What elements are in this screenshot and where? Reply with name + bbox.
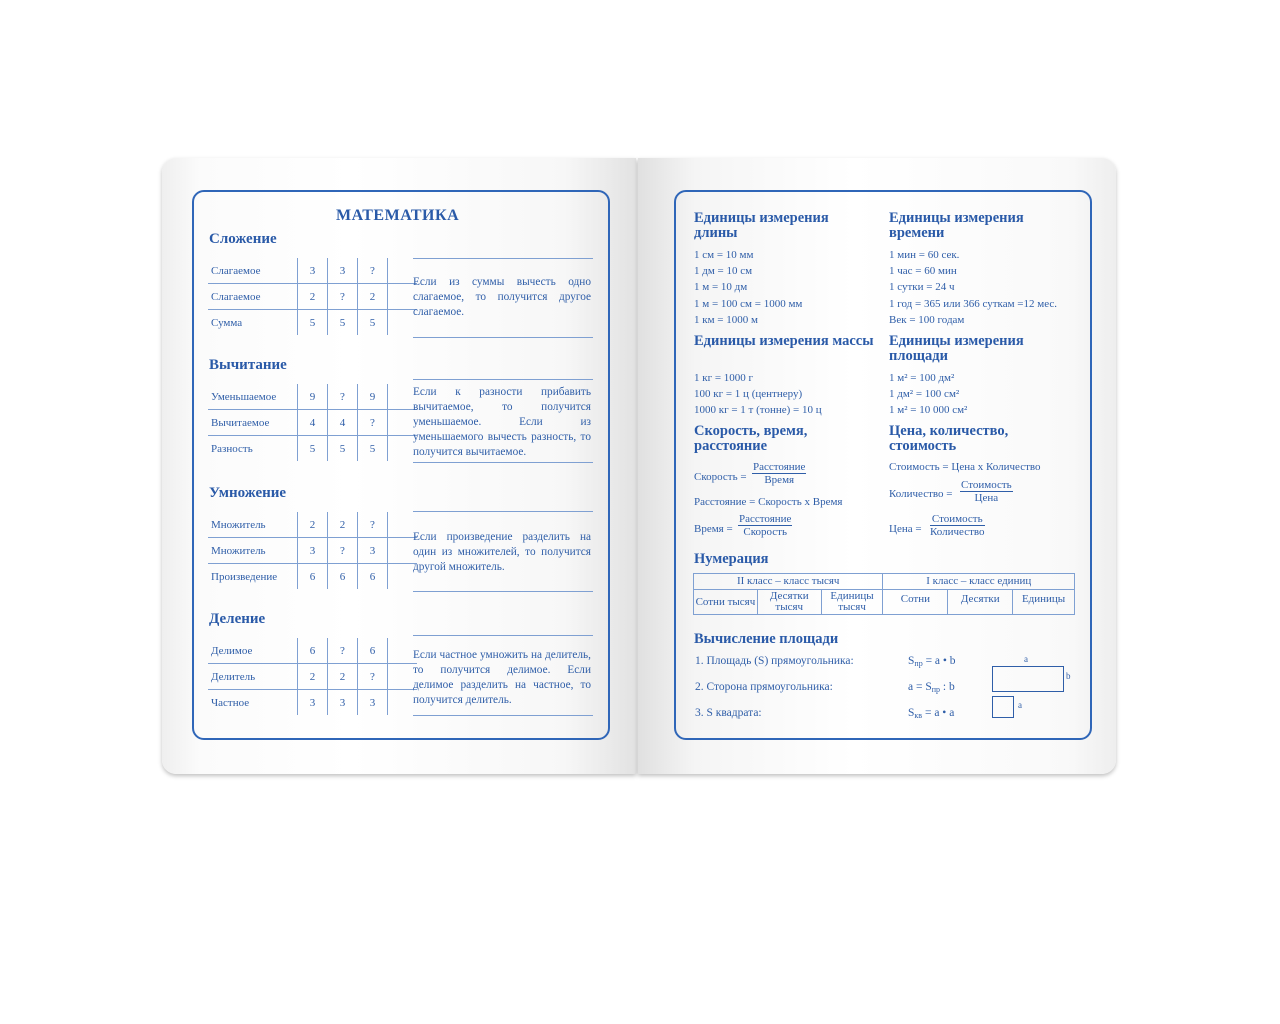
divider [413, 379, 593, 380]
table-row: Делитель 2 2 ? [208, 664, 417, 690]
subtraction-rule: Если к разности прибавить вычитаемое, то получится уменьшаемое. Если из уменьшаемого вычесть разность, то получится вычитаемое. [413, 386, 591, 458]
distance-formula: Расстояние = Скорость х Время [694, 496, 843, 508]
square-diagram [992, 696, 1014, 718]
length-line: 1 дм = 10 см [694, 265, 753, 277]
speed-fraction [752, 461, 806, 486]
divider [413, 258, 593, 259]
area-units-line: 1 дм² = 100 см² [889, 388, 960, 400]
length-line: 1 м = 10 дм [694, 281, 748, 293]
divider [413, 715, 593, 716]
fraction-denominator: Время [764, 474, 795, 486]
right-page [638, 158, 1116, 774]
section-heading-division: Деление [209, 611, 266, 627]
table-row: Множитель 3 ? 3 [208, 538, 417, 564]
table-row: Разность 5 5 5 [208, 436, 417, 462]
table-row: Делимое 6 ? 6 [208, 638, 417, 664]
multiplication-table [208, 512, 417, 589]
numeration-table [693, 573, 1075, 615]
length-line: 1 м = 100 см = 1000 мм [694, 298, 803, 310]
speed-heading: Скорость, время, расстояние [694, 423, 808, 454]
fraction-numerator: Расстояние [739, 513, 792, 525]
time-line: 1 сутки = 24 ч [889, 281, 955, 293]
time-line: 1 мин = 60 сек. [889, 249, 960, 261]
area-units-line: 1 м² = 100 дм² [889, 372, 955, 384]
area-calc-item: 3. S квадрата: [695, 707, 762, 719]
table-row: Частное 3 3 3 [208, 690, 417, 716]
mass-line: 1000 кг = 1 т (тонне) = 10 ц [694, 404, 822, 416]
time-line: 1 год = 365 или 366 суткам =12 мес. [889, 298, 1058, 310]
table-row [694, 574, 1075, 590]
fraction-numerator: Стоимость [931, 513, 983, 525]
divider [413, 462, 593, 463]
price-formula-label: Цена = [889, 523, 922, 535]
left-page [162, 158, 636, 774]
addition-table [208, 258, 417, 335]
area-units-heading: Единицы измерения площади [889, 333, 1024, 364]
mass-heading: Единицы измерения массы [694, 333, 874, 349]
divider [413, 511, 593, 512]
table-row: Произведение 6 6 6 [208, 564, 417, 590]
price-heading: Цена, количество, стоимость [889, 423, 1009, 454]
length-line: 1 см = 10 мм [694, 249, 754, 261]
length-heading: Единицы измерения длины [694, 210, 829, 241]
area-units-line: 1 м² = 10 000 см² [889, 404, 968, 416]
mass-line: 1 кг = 1000 г [694, 372, 754, 384]
fraction-numerator: Расстояние [753, 461, 806, 473]
table-row: Сотни тысяч Десятки тысяч Единицы тысяч Сотни Десятки Единицы [694, 590, 1075, 615]
time-line: Век = 100 годам [889, 314, 965, 326]
class-units: I класс – класс единиц [883, 574, 1075, 590]
area-calc-item: 2. Сторона прямоугольника: [695, 681, 833, 693]
cost-formula: Стоимость = Цена х Количество [889, 461, 1041, 473]
speed-formula-label: Скорость = [694, 471, 747, 483]
square-formula: $S_{кв} = a$ • a [908, 707, 955, 720]
time-formula-label: Время = [694, 523, 733, 535]
rectangle-side-b: b [1066, 671, 1071, 681]
side-formula: $a = S_{пр}$ : b [908, 681, 955, 694]
subtraction-table [208, 384, 417, 461]
table-row: Слагаемое 3 3 ? [208, 258, 417, 284]
rectangle-side-a: a [1024, 654, 1028, 664]
numeration-heading: Нумерация [694, 551, 769, 567]
time-line: 1 час = 60 мин [889, 265, 957, 277]
rectangle-diagram [992, 666, 1064, 692]
fraction-numerator: Стоимость [961, 479, 1012, 491]
time-heading: Единицы измерения времени [889, 210, 1024, 241]
table-row: Уменьшаемое 9 ? 9 [208, 384, 417, 410]
fraction-denominator: Цена [974, 492, 999, 504]
quantity-formula-label: Количество = [889, 488, 953, 500]
class-thousands: II класс – класс тысяч [694, 574, 883, 590]
time-fraction [738, 513, 792, 538]
quantity-fraction [960, 479, 1013, 504]
addition-rule: Если из суммы вычесть одно слагаемое, то получится другое слагаемое. [413, 276, 591, 318]
section-heading-addition: Сложение [209, 231, 277, 247]
table-row: Слагаемое 2 ? 2 [208, 284, 417, 310]
divider [413, 635, 593, 636]
fraction-denominator: Скорость [743, 526, 788, 538]
price-fraction [930, 513, 985, 538]
divider [413, 591, 593, 592]
area-calc-heading: Вычисление площади [694, 631, 839, 647]
length-line: 1 км = 1000 м [694, 314, 758, 326]
fraction-denominator: Количество [930, 526, 985, 538]
table-row: Множитель 2 2 ? [208, 512, 417, 538]
page-title: МАТЕМАТИКА [336, 207, 460, 224]
table-row: Вычитаемое 4 4 ? [208, 410, 417, 436]
section-heading-multiplication: Умножение [209, 485, 287, 501]
multiplication-rule: Если произведение разделить на один из множителей, то получится другой множитель. [413, 531, 591, 573]
table-row: Сумма 5 5 5 [208, 310, 417, 336]
notebook-spread [162, 158, 1116, 774]
square-side-a: a [1018, 700, 1022, 710]
mass-line: 100 кг = 1 ц (центнеру) [694, 388, 803, 400]
area-formula: $S_{пр} = a$ • b [908, 655, 956, 668]
section-heading-subtraction: Вычитание [209, 357, 287, 373]
area-calc-item: 1. Площадь (S) прямоугольника: [695, 655, 854, 667]
division-rule: Если частное умножить на делитель, то получится делимое. Если делимое разделить на частное, то получится делитель. [413, 649, 591, 706]
divider [413, 337, 593, 338]
division-table [208, 638, 417, 715]
